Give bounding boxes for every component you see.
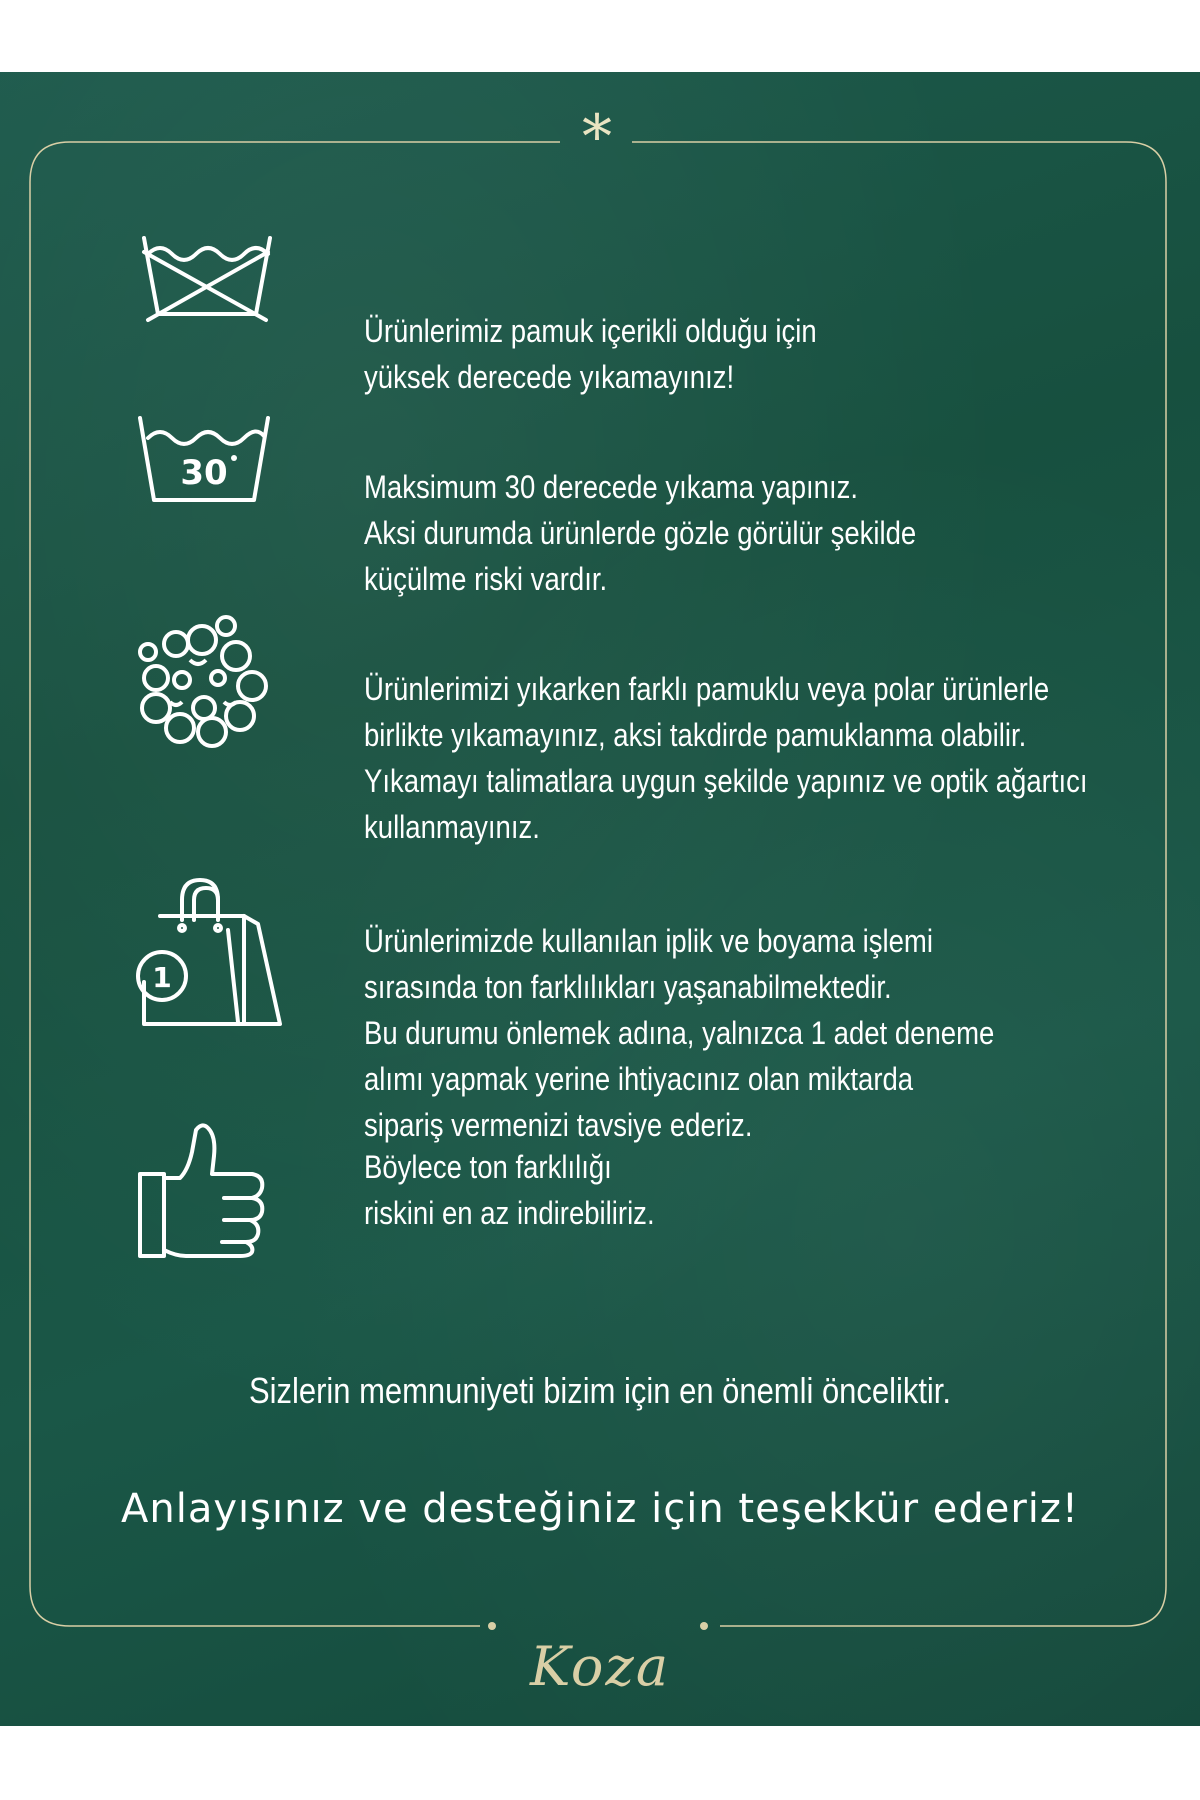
care-text-5: Böylece ton farklılığı riskini en az indirebiliriz. — [364, 1149, 655, 1231]
thank-you-note: Anlayışınız ve desteğiniz için teşekkür ederiz! — [121, 1486, 1079, 1532]
asterisk-ornament-icon: * — [582, 102, 612, 172]
care-text-2: Maksimum 30 derecede yıkama yapınız. Aksi durumda ürünlerde gözle görülür şekilde küçülme riski vardır. — [364, 469, 917, 597]
thumbs-up-icon — [136, 1122, 276, 1262]
koza-logo: Koza — [529, 1635, 671, 1698]
svg-text:30: 30 — [180, 453, 228, 493]
content-panel — [0, 72, 1200, 1726]
do-not-wash-icon — [136, 232, 276, 332]
care-text-3: Ürünlerimizi yıkarken farklı pamuklu veya polar ürünlerle birlikte yıkamayınız, aksi takdirde pamuklanma olabilir. Yıkamayı talimatlara uygun şekilde yapınız ve optik ağartıcı kullanmayınız. — [364, 671, 1088, 845]
shopping-bag-icon — [132, 872, 282, 1032]
satisfaction-note: Sizlerin memnuniyeti bizim için en önemli önceliktir. — [248, 1370, 952, 1411]
care-text-4: Ürünlerimizde kullanılan iplik ve boyama işlemi sırasında ton farklılıkları yaşanabilmektedir. Bu durumu önlemek adına, yalnızca 1 adet deneme alımı yapmak yerine ihtiyacınız olan miktarda sipariş vermenizi tavsiye ederiz. — [364, 923, 995, 1143]
care-text-1: Ürünlerimiz pamuk içerikli olduğu için yüksek derecede yıkamayınız! — [364, 313, 817, 395]
wash-30-icon — [134, 412, 274, 512]
pilling-icon — [136, 612, 276, 752]
svg-text:1: 1 — [152, 961, 172, 994]
